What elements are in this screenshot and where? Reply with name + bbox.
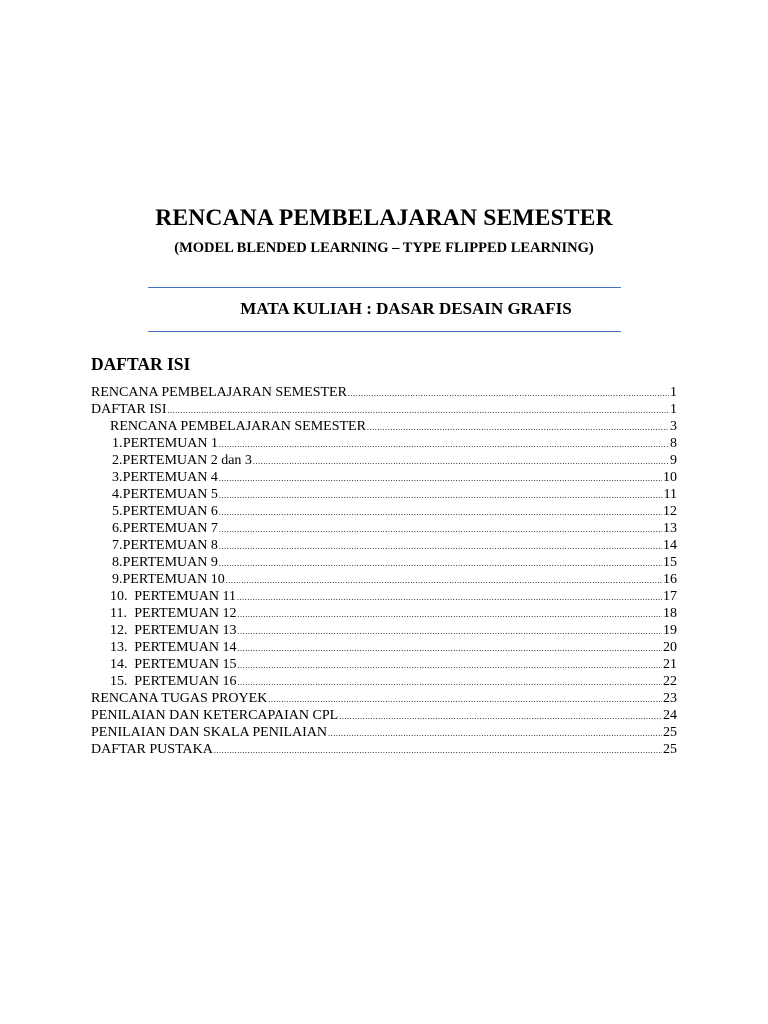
toc-entry[interactable] — [91, 724, 677, 741]
toc-entry-text: DAFTAR PUSTAKA — [91, 742, 213, 757]
toc-page-number: 18 — [663, 606, 677, 621]
toc-leader — [339, 708, 662, 725]
toc-entry[interactable] — [91, 656, 677, 673]
toc-entry-number: 11. — [110, 606, 127, 621]
toc-leader — [367, 419, 669, 436]
toc-page-number: 1 — [670, 402, 677, 417]
toc-entry[interactable] — [91, 622, 677, 639]
toc-entry-text: RENCANA PEMBELAJARAN SEMESTER — [110, 419, 366, 434]
toc-entry[interactable] — [91, 673, 677, 690]
toc-entry-text: PERTEMUAN 16 — [134, 674, 237, 689]
toc-entry-text: PERTEMUAN 6 — [122, 504, 218, 519]
toc-entry[interactable] — [91, 690, 677, 707]
toc-entry[interactable] — [91, 418, 677, 435]
toc-page-number: 17 — [663, 589, 677, 604]
toc-leader — [237, 640, 662, 657]
toc-entry[interactable] — [91, 554, 677, 571]
toc-leader — [168, 402, 670, 419]
toc-entry-text: PENILAIAN DAN SKALA PENILAIAN — [91, 725, 328, 740]
toc-entry-text: PERTEMUAN 10 — [122, 572, 225, 587]
toc-leader — [237, 589, 662, 606]
toc-entry-number: 5. — [112, 504, 123, 519]
toc-page-number: 13 — [663, 521, 677, 536]
toc-leader — [237, 657, 662, 674]
toc-entry-number: 15. — [110, 674, 128, 689]
toc-leader — [237, 674, 662, 691]
toc-entry-text: RENCANA TUGAS PROYEK — [91, 691, 268, 706]
toc-entry[interactable] — [91, 469, 677, 486]
toc-leader — [348, 385, 669, 402]
toc-entry-text: PERTEMUAN 12 — [134, 606, 237, 621]
toc-page-number: 21 — [663, 657, 677, 672]
toc-entry-text: RENCANA PEMBELAJARAN SEMESTER — [91, 385, 347, 400]
toc-entry-number: 2. — [112, 453, 123, 468]
toc-entry-text: PERTEMUAN 9 — [122, 555, 218, 570]
toc-leader — [214, 742, 662, 759]
toc-entry-number: 3. — [112, 470, 123, 485]
table-of-contents — [91, 384, 677, 758]
toc-page-number: 9 — [670, 453, 677, 468]
toc-leader — [253, 453, 669, 470]
toc-page-number: 12 — [663, 504, 677, 519]
toc-entry-number: 12. — [110, 623, 128, 638]
toc-entry-text: PENILAIAN DAN KETERCAPAIAN CPL — [91, 708, 339, 723]
toc-leader — [219, 504, 662, 521]
toc-page-number: 19 — [663, 623, 677, 638]
toc-entry-text: PERTEMUAN 2 dan 3 — [122, 453, 252, 468]
toc-entry[interactable] — [91, 588, 677, 605]
toc-entry[interactable] — [91, 605, 677, 622]
toc-entry-number: 14. — [110, 657, 128, 672]
toc-page-number: 1 — [670, 385, 677, 400]
toc-entry[interactable] — [91, 401, 677, 418]
toc-page-number: 8 — [670, 436, 677, 451]
toc-entry-text: PERTEMUAN 11 — [134, 589, 236, 604]
toc-entry[interactable] — [91, 537, 677, 554]
toc-page-number: 15 — [663, 555, 677, 570]
toc-entry-text: PERTEMUAN 8 — [122, 538, 218, 553]
toc-page-number: 11 — [663, 487, 677, 502]
toc-entry[interactable] — [91, 639, 677, 656]
toc-leader — [226, 572, 662, 589]
toc-page-number: 25 — [663, 725, 677, 740]
toc-entry[interactable] — [91, 571, 677, 588]
toc-entry-number: 6. — [112, 521, 123, 536]
toc-leader — [219, 470, 662, 487]
toc-leader — [219, 487, 663, 504]
toc-entry-text: PERTEMUAN 4 — [122, 470, 218, 485]
toc-entry-text: DAFTAR ISI — [91, 402, 167, 417]
toc-entry-text: PERTEMUAN 13 — [134, 623, 237, 638]
toc-entry-number: 4. — [112, 487, 123, 502]
toc-leader — [237, 623, 662, 640]
toc-leader — [237, 606, 662, 623]
divider-top — [148, 287, 621, 288]
toc-page-number: 3 — [670, 419, 677, 434]
toc-leader — [268, 691, 662, 708]
toc-entry[interactable] — [91, 741, 677, 758]
toc-leader — [219, 521, 662, 538]
toc-page-number: 24 — [663, 708, 677, 723]
toc-entry-number: 1. — [112, 436, 123, 451]
toc-entry[interactable] — [91, 435, 677, 452]
toc-entry[interactable] — [91, 520, 677, 537]
course-title: MATA KULIAH : DASAR DESAIN GRAFIS — [240, 299, 572, 318]
toc-entry-number: 10. — [110, 589, 128, 604]
document-subtitle: (MODEL BLENDED LEARNING – TYPE FLIPPED LEARNING) — [174, 240, 594, 256]
toc-entry[interactable] — [91, 384, 677, 401]
toc-heading: DAFTAR ISI — [91, 354, 191, 374]
toc-page-number: 10 — [663, 470, 677, 485]
toc-entry-text: PERTEMUAN 5 — [122, 487, 218, 502]
document-title: RENCANA PEMBELAJARAN SEMESTER — [155, 205, 613, 231]
toc-entry-number: 13. — [110, 640, 128, 655]
toc-page-number: 23 — [663, 691, 677, 706]
toc-page-number: 20 — [663, 640, 677, 655]
toc-leader — [219, 538, 662, 555]
toc-entry-text: PERTEMUAN 15 — [134, 657, 237, 672]
toc-entry-number: 8. — [112, 555, 123, 570]
toc-entry[interactable] — [91, 452, 677, 469]
toc-leader — [219, 555, 662, 572]
toc-leader — [219, 436, 669, 453]
toc-page-number: 16 — [663, 572, 677, 587]
toc-entry[interactable] — [91, 707, 677, 724]
toc-entry-text: PERTEMUAN 1 — [122, 436, 219, 451]
toc-entry-text: PERTEMUAN 14 — [134, 640, 237, 655]
toc-page-number: 14 — [663, 538, 677, 553]
toc-entry-text: PERTEMUAN 7 — [122, 521, 218, 536]
toc-page-number: 22 — [663, 674, 677, 689]
toc-entry[interactable] — [91, 486, 677, 503]
toc-page-number: 25 — [663, 742, 677, 757]
toc-entry-number: 9. — [112, 572, 123, 587]
toc-leader — [328, 725, 662, 742]
toc-entry[interactable] — [91, 503, 677, 520]
divider-bottom — [148, 331, 621, 332]
toc-entry-number: 7. — [112, 538, 123, 553]
